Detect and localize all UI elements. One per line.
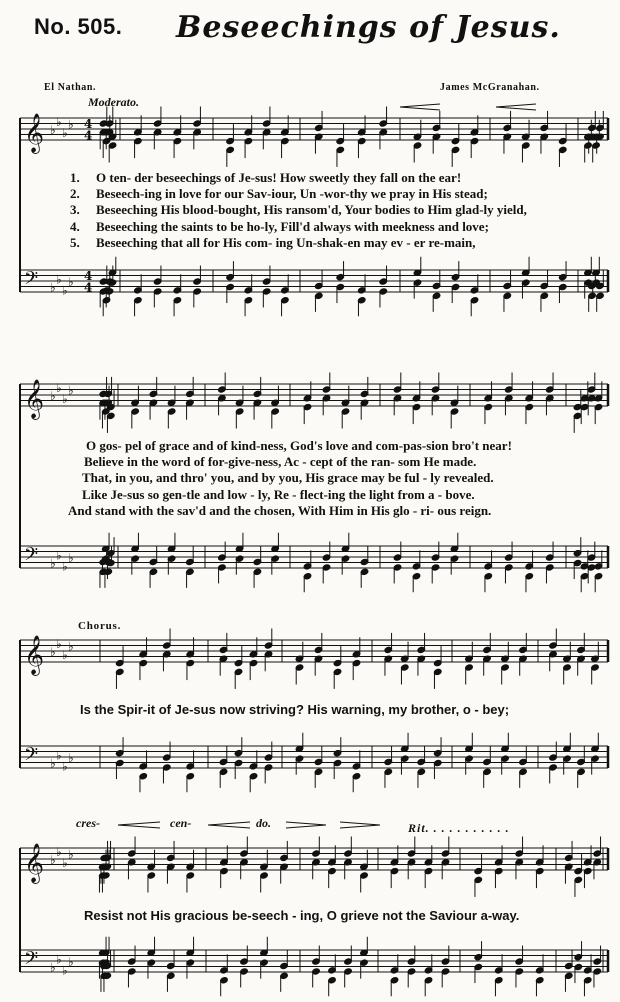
- flat-icon: ♭: [68, 117, 74, 132]
- flat-icon: ♭: [50, 556, 56, 571]
- ritardando-marking: Rit. . . . . . . . . . .: [408, 821, 510, 835]
- flat-icon: ♭: [62, 391, 68, 406]
- verse-line: Believe in the word of for-give-ness, Ac - cept of the ran- som He made.: [84, 454, 477, 470]
- hymn-title: Beseechings of Jesus.: [176, 10, 561, 45]
- flat-icon: ♭: [62, 559, 68, 574]
- flat-icon: ♭: [50, 645, 56, 659]
- verse-line: 1. O ten- der beseechings of Je-sus! How sweetly they fall on the ear!: [70, 170, 462, 185]
- flat-icon: ♭: [56, 952, 62, 967]
- hairpin-icon: [208, 822, 250, 828]
- flat-icon: ♭: [62, 855, 68, 870]
- time-signature-numerator: 4: [84, 117, 93, 131]
- verse-line: 5. Beseeching that all for His com- ing Un-shak-en may ev - er re-main,: [70, 234, 476, 250]
- hairpin-icon: [286, 822, 326, 828]
- treble-clef-icon: 𝄞: [24, 379, 45, 419]
- flat-icon: ♭: [62, 963, 68, 978]
- time-signature-denominator: 4: [84, 280, 93, 295]
- verse-line: 3. Beseeching His blood-bought, His ransom'd, Your bodies to Him glad-ly yield,: [70, 202, 527, 218]
- flat-icon: ♭: [56, 548, 62, 563]
- treble-clef-icon: 𝄞: [24, 635, 45, 675]
- flat-icon: ♭: [50, 123, 56, 137]
- flat-icon: ♭: [50, 389, 56, 403]
- flat-icon: ♭: [50, 756, 56, 771]
- hairpin-icon: [340, 822, 380, 828]
- time-signature-numerator: 4: [84, 269, 93, 283]
- flat-icon: ♭: [50, 280, 56, 295]
- flat-icon: ♭: [68, 847, 74, 862]
- verse-line: Like Je-sus so gen-tle and low - ly, Re - flect-ing the light from a - bove.: [82, 486, 475, 502]
- chorus-label: Chorus.: [78, 620, 122, 632]
- flat-icon: ♭: [62, 283, 68, 298]
- flat-icon: ♭: [50, 853, 56, 867]
- verses-system-2: [68, 438, 512, 519]
- treble-clef-icon: 𝄞: [24, 843, 45, 883]
- verse-line: That, in you, and thro' you, and by you, His grace may be ful - ly revealed.: [82, 470, 494, 486]
- hairpin-icon: [496, 104, 536, 110]
- chorus-line-2: Resist not His gracious be-seech - ing, O grieve not the Saviour a-way.: [84, 908, 520, 923]
- composer-credit: James McGranahan.: [440, 82, 540, 93]
- bass-clef-icon: 𝄢: [24, 948, 39, 974]
- flat-icon: ♭: [62, 759, 68, 774]
- dynamic-cres: cres-: [76, 816, 100, 830]
- flat-icon: ♭: [56, 272, 62, 287]
- flat-icon: ♭: [68, 751, 74, 765]
- flat-icon: ♭: [50, 960, 56, 975]
- flat-icon: ♭: [56, 380, 62, 395]
- flat-icon: ♭: [56, 114, 62, 129]
- hymn-number: No. 505.: [34, 14, 123, 39]
- bass-clef-icon: 𝄢: [24, 544, 39, 570]
- flat-icon: ♭: [62, 125, 68, 140]
- lyricist-credit: El Nathan.: [44, 82, 97, 93]
- flat-icon: ♭: [62, 647, 68, 662]
- verse-line: 4. Beseeching the saints to be ho-ly, Fill'd always with meekness and love;: [70, 218, 489, 234]
- flat-icon: ♭: [68, 275, 74, 289]
- dynamic-cen: cen-: [170, 816, 192, 830]
- bass-clef-icon: 𝄢: [24, 268, 39, 294]
- verses-system-1: [70, 170, 527, 251]
- verse-line: O gos- pel of grace and of kind-ness, God's love and com-pas-sion bro't near!: [86, 438, 512, 453]
- dynamic-do: do.: [256, 816, 271, 830]
- verse-line: And stand with the sav'd and the chosen, With Him in His glo - ri- ous reign.: [68, 502, 492, 518]
- flat-icon: ♭: [68, 955, 74, 969]
- chorus-line-1: Is the Spir-it of Je-sus now striving? His warning, my brother, o - bey;: [80, 702, 510, 717]
- flat-icon: ♭: [56, 636, 62, 651]
- flat-icon: ♭: [56, 844, 62, 859]
- treble-clef-icon: 𝄞: [24, 113, 45, 153]
- hairpin-icon: [400, 104, 440, 110]
- flat-icon: ♭: [68, 551, 74, 565]
- bass-clef-icon: 𝄢: [24, 744, 39, 770]
- flat-icon: ♭: [68, 639, 74, 654]
- verse-line: 2. Beseech-ing in love for our Sav-iour, Un -wor-thy we pray in His stead;: [70, 186, 488, 202]
- flat-icon: ♭: [68, 383, 74, 398]
- time-signature-denominator: 4: [84, 128, 93, 143]
- tempo-marking: Moderato.: [88, 95, 139, 109]
- hairpin-icon: [118, 822, 160, 828]
- flat-icon: ♭: [56, 748, 62, 763]
